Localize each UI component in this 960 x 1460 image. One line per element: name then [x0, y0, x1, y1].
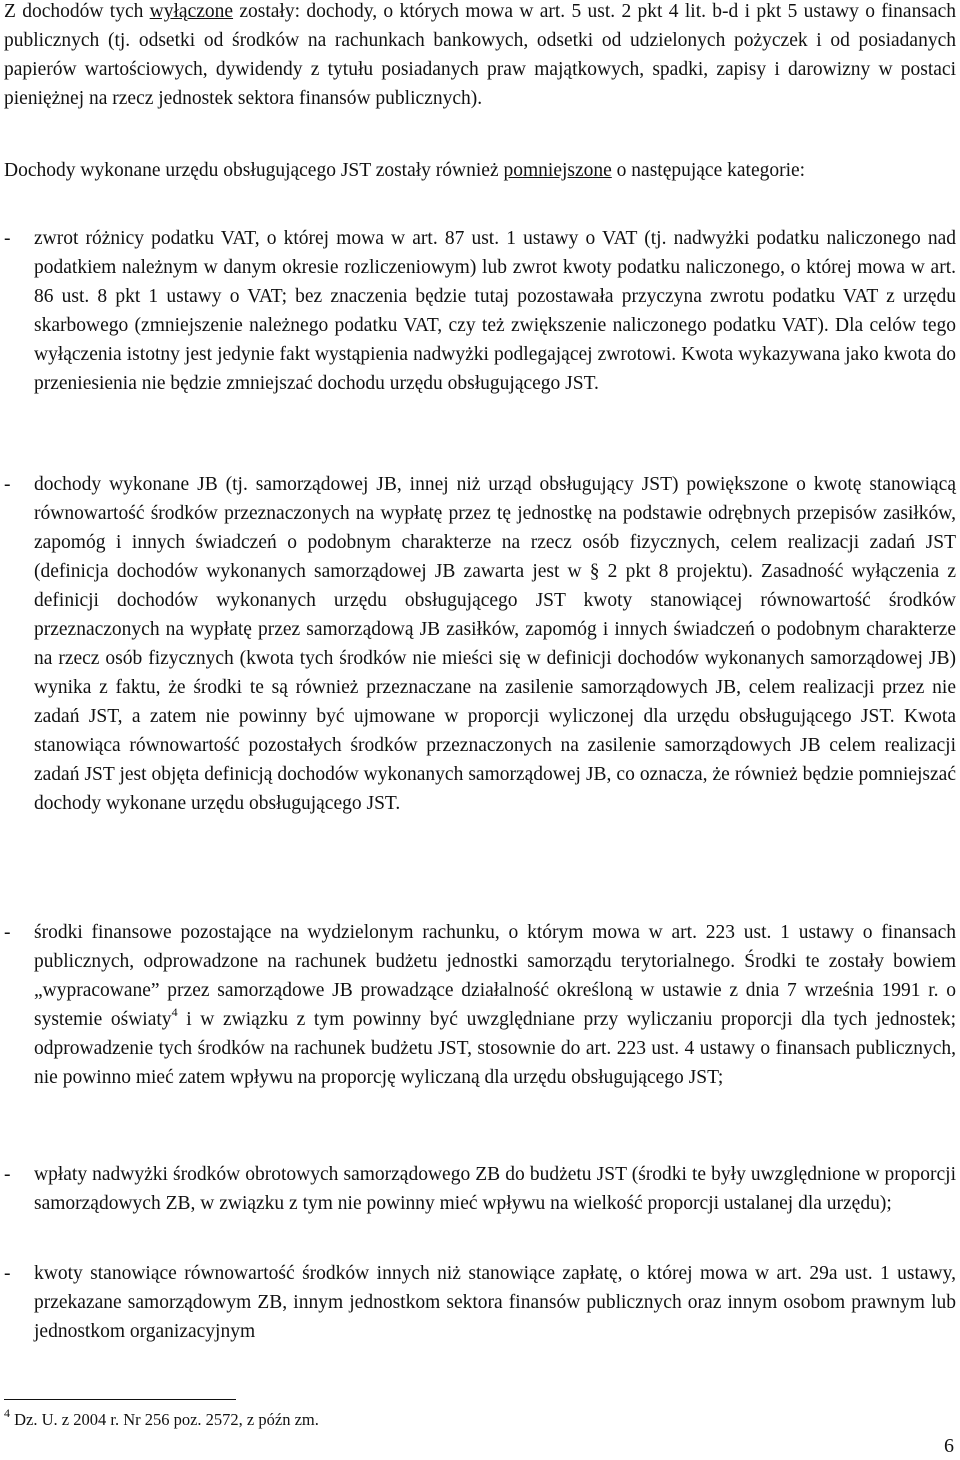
text-run: o następujące kategorie:: [611, 160, 806, 181]
list-item-vat-refund: zwrot różnicy podatku VAT, o której mowa w art. 87 ust. 1 ustawy o VAT (tj. nadwyżki podatku naliczonego nad podatkiem należnym w danym okresie rozliczeniowym) lub zwrot kwoty podatku naliczonego, o której mowa w art. 86 ust. 8 pkt 1 ustawy o VAT; bez znaczenia będzie tutaj pozostawała przyczyna zwrotu podatku VAT z urzędu skarbowego (zmniejszenie należnego podatku VAT, czy też zwiększenie naliczonego podatku VAT). Dla celów tego wyłączenia istotny jest jedynie fakt wystąpienia nadwyżki podlegającej zwrotowi. Kwota wykazywana jako kwota do przeniesienia nie będzie zmniejszać dochodu urzędu obsługującego JST.: [34, 228, 956, 394]
text-run: Z dochodów tych: [4, 1, 150, 22]
list-item-working-capital: wpłaty nadwyżki środków obrotowych samorządowego ZB do budżetu JST (środki te były uwzględnione w proporcji samorządowych ZB, w związku z tym nie powinny mieć wpływu na wielkość proporcji ustalanej dla urzędu);: [34, 1164, 956, 1214]
page-number: 6: [944, 1435, 954, 1457]
list-item-separate-account: [34, 918, 956, 1092]
text-run: zostały: dochody, o których mowa w art. 5 ust. 2 pkt 4 lit. b-d i pkt 5 ustawy o finansach publicznych (tj. odsetki od środków na rachunkach bankowych, odsetki od udzielonych pożyczek i od posiadanych papierów wartościowych, dywidendy z tytułu posiadanych praw majątkowych, spadki, zapisy i darowizny w postaci pieniężnej na rzecz jednostek sektora finansów publicznych).: [4, 1, 956, 109]
list-dash: -: [4, 228, 11, 249]
list-dash: -: [4, 1164, 11, 1185]
text-run: Dochody wykonane urzędu obsługującego JST zostały również: [4, 160, 504, 181]
list-dash: -: [4, 922, 11, 943]
underlined-word: wyłączone: [149, 1, 234, 22]
footnote-reference: 4: [171, 1004, 178, 1019]
footnote-divider: [4, 1399, 236, 1400]
paragraph-excluded-income: [4, 0, 956, 113]
list-item-transfers: kwoty stanowiące równowartość środków innych niż stanowiące zapłatę, o której mowa w art. 29a ust. 1 ustawy, przekazane samorządowym ZB, innym jednostkom sektora finansów publicznych oraz innym osobom prawnym lub jednostkom organizacyjnym: [34, 1263, 956, 1342]
list-dash: -: [4, 474, 11, 495]
footnote-text: Dz. U. z 2004 r. Nr 256 poz. 2572, z późn zm.: [10, 1410, 319, 1429]
list-item-jb-income: dochody wykonane JB (tj. samorządowej JB, innej niż urząd obsługujący JST) powiększone o kwotę stanowiącą równowartość środków przeznaczonych na wypłatę przez tę jednostkę na podstawie odrębnych przepisów zasiłków, zapomóg i innych świadczeń o podobnym charakterze na rzecz osób fizycznych, celem realizacji zadań JST (definicja dochodów wykonanych samorządowej JB zawarta jest w § 2 pkt 8 projektu). Zasadność wyłączenia z definicji dochodów wykonanych urzędu obsługującego JST kwoty stanowiącej równowartość środków przeznaczonych na wypłatę przez samorządową JB zasiłków, zapomóg i innych świadczeń o podobnym charakterze na rzecz osób fizycznych (kwota tych środków nie mieści się w definicji dochodów wykonanych samorządowej JB) wynika z faktu, że środki te są również przeznaczane na zasilenie samorządowych JB, celem realizacji przez nie zadań JST, a zatem nie powinny być ujmowane w proporcji wyliczonej dla urzędu obsługującego JST. Kwota stanowiąca równowartość pozostałych środków przeznaczonych na zasilenie samorządowych JB celem realizacji zadań JST jest objęta definicją dochodów wykonanych samorządowej JB, co oznacza, że również będzie pomniejszać dochody wykonane urzędu obsługującego JST.: [34, 474, 956, 814]
footnote-mark: 4: [4, 1405, 10, 1420]
text-run: i w związku z tym powinny być uwzględniane przy wyliczaniu proporcji dla tych jednostek; odprowadzenie tych środków na rachunek budżetu JST, stosownie do art. 223 ust. 4 ustawy o finansach publicznych, nie powinno mieć zatem wpływu na proporcję wyliczaną dla urzędu obsługującego JST;: [34, 1009, 957, 1088]
list-dash: -: [4, 1263, 11, 1284]
footnote: [4, 1405, 319, 1431]
text-run: środki finansowe pozostające na wydzielonym rachunku, o którym mowa w art. 223 ust. 1 ustawy o finansach publicznych, odprowadzone na rachunek budżetu jednostki samorządu terytorialnego. Środki te zostały bowiem „wypracowane” przez samorządowe JB prowadzące działalność określoną w ustawie z dnia 7 września 1991 r. o systemie oświaty: [34, 922, 956, 1030]
paragraph-reduced-income: [4, 156, 956, 185]
underlined-word: pomniejszone: [503, 160, 612, 181]
